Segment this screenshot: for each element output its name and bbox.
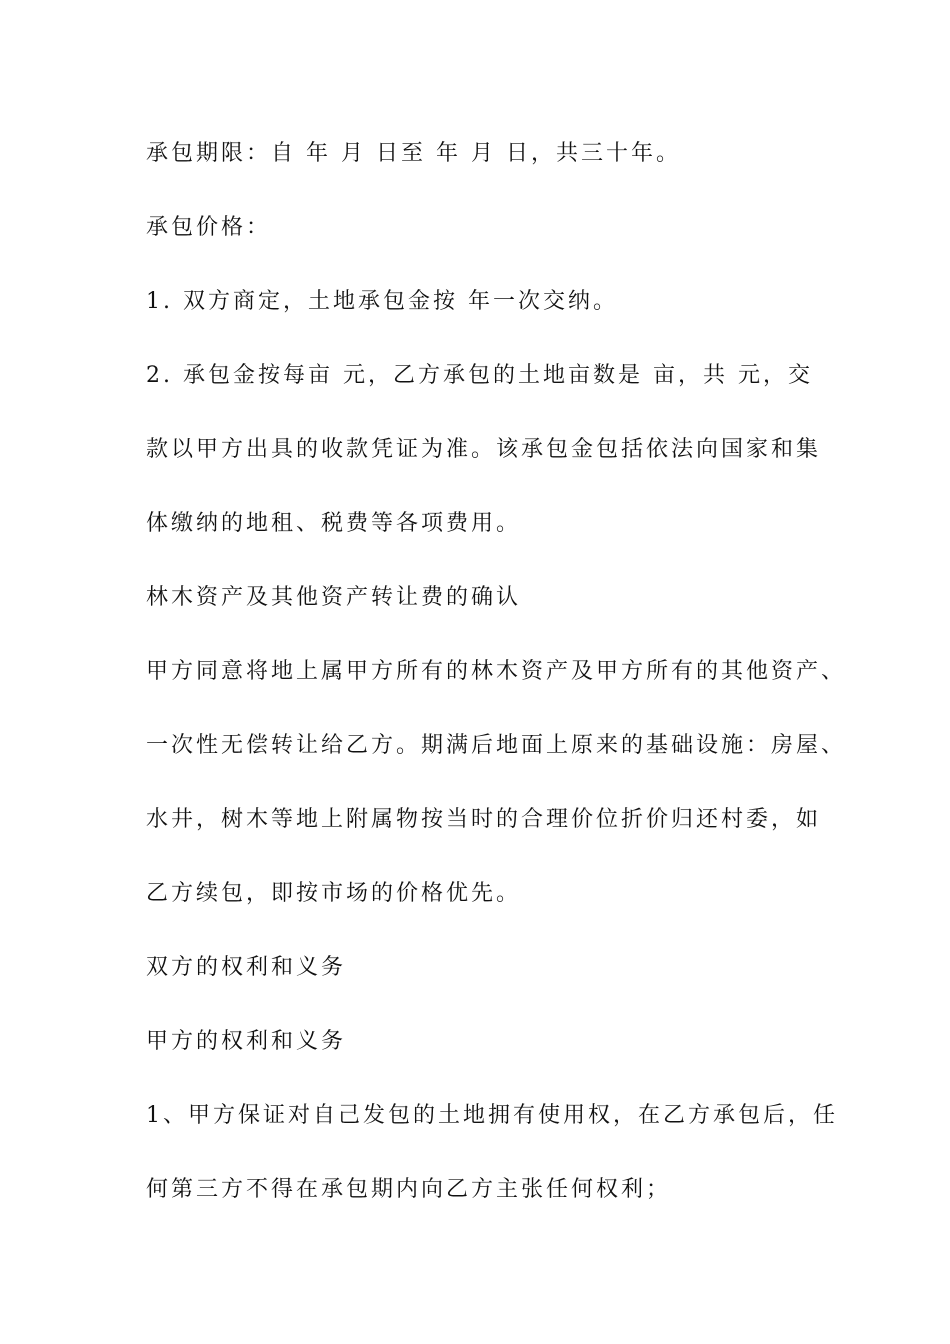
asset-transfer-line-3: 水井，树木等地上附属物按当时的合理价位折价归还村委，如 [146,807,822,832]
asset-transfer-line-1: 甲方同意将地上属甲方所有的林木资产及甲方所有的其他资产、 [146,659,847,684]
contract-term-line: 承包期限：自 年 月 日至 年 月 日，共三十年。 [146,141,681,166]
asset-transfer-line-4: 乙方续包，即按市场的价格优先。 [146,881,522,906]
party-a-rights-heading: 甲方的权利和义务 [146,1029,347,1054]
asset-transfer-heading: 林木资产及其他资产转让费的确认 [146,585,522,610]
asset-transfer-line-2: 一次性无偿转让给乙方。期满后地面上原来的基础设施：房屋、 [146,733,847,758]
contract-price-heading: 承包价格： [146,215,272,240]
rights-obligations-heading: 双方的权利和义务 [146,955,347,980]
price-clause-2-line-2: 款以甲方出具的收款凭证为准。该承包金包括依法向国家和集 [146,437,822,462]
price-clause-1: 1. 双方商定，土地承包金按 年一次交纳。 [146,289,618,314]
price-clause-2-line-1: 2. 承包金按每亩 元，乙方承包的土地亩数是 亩，共 元，交 [146,363,813,388]
party-a-clause-1-line-1: 1、甲方保证对自己发包的土地拥有使用权，在乙方承包后，任 [146,1103,838,1128]
price-clause-2-line-3: 体缴纳的地租、税费等各项费用。 [146,511,522,536]
party-a-clause-1-line-2: 何第三方不得在承包期内向乙方主张任何权利； [146,1177,672,1202]
